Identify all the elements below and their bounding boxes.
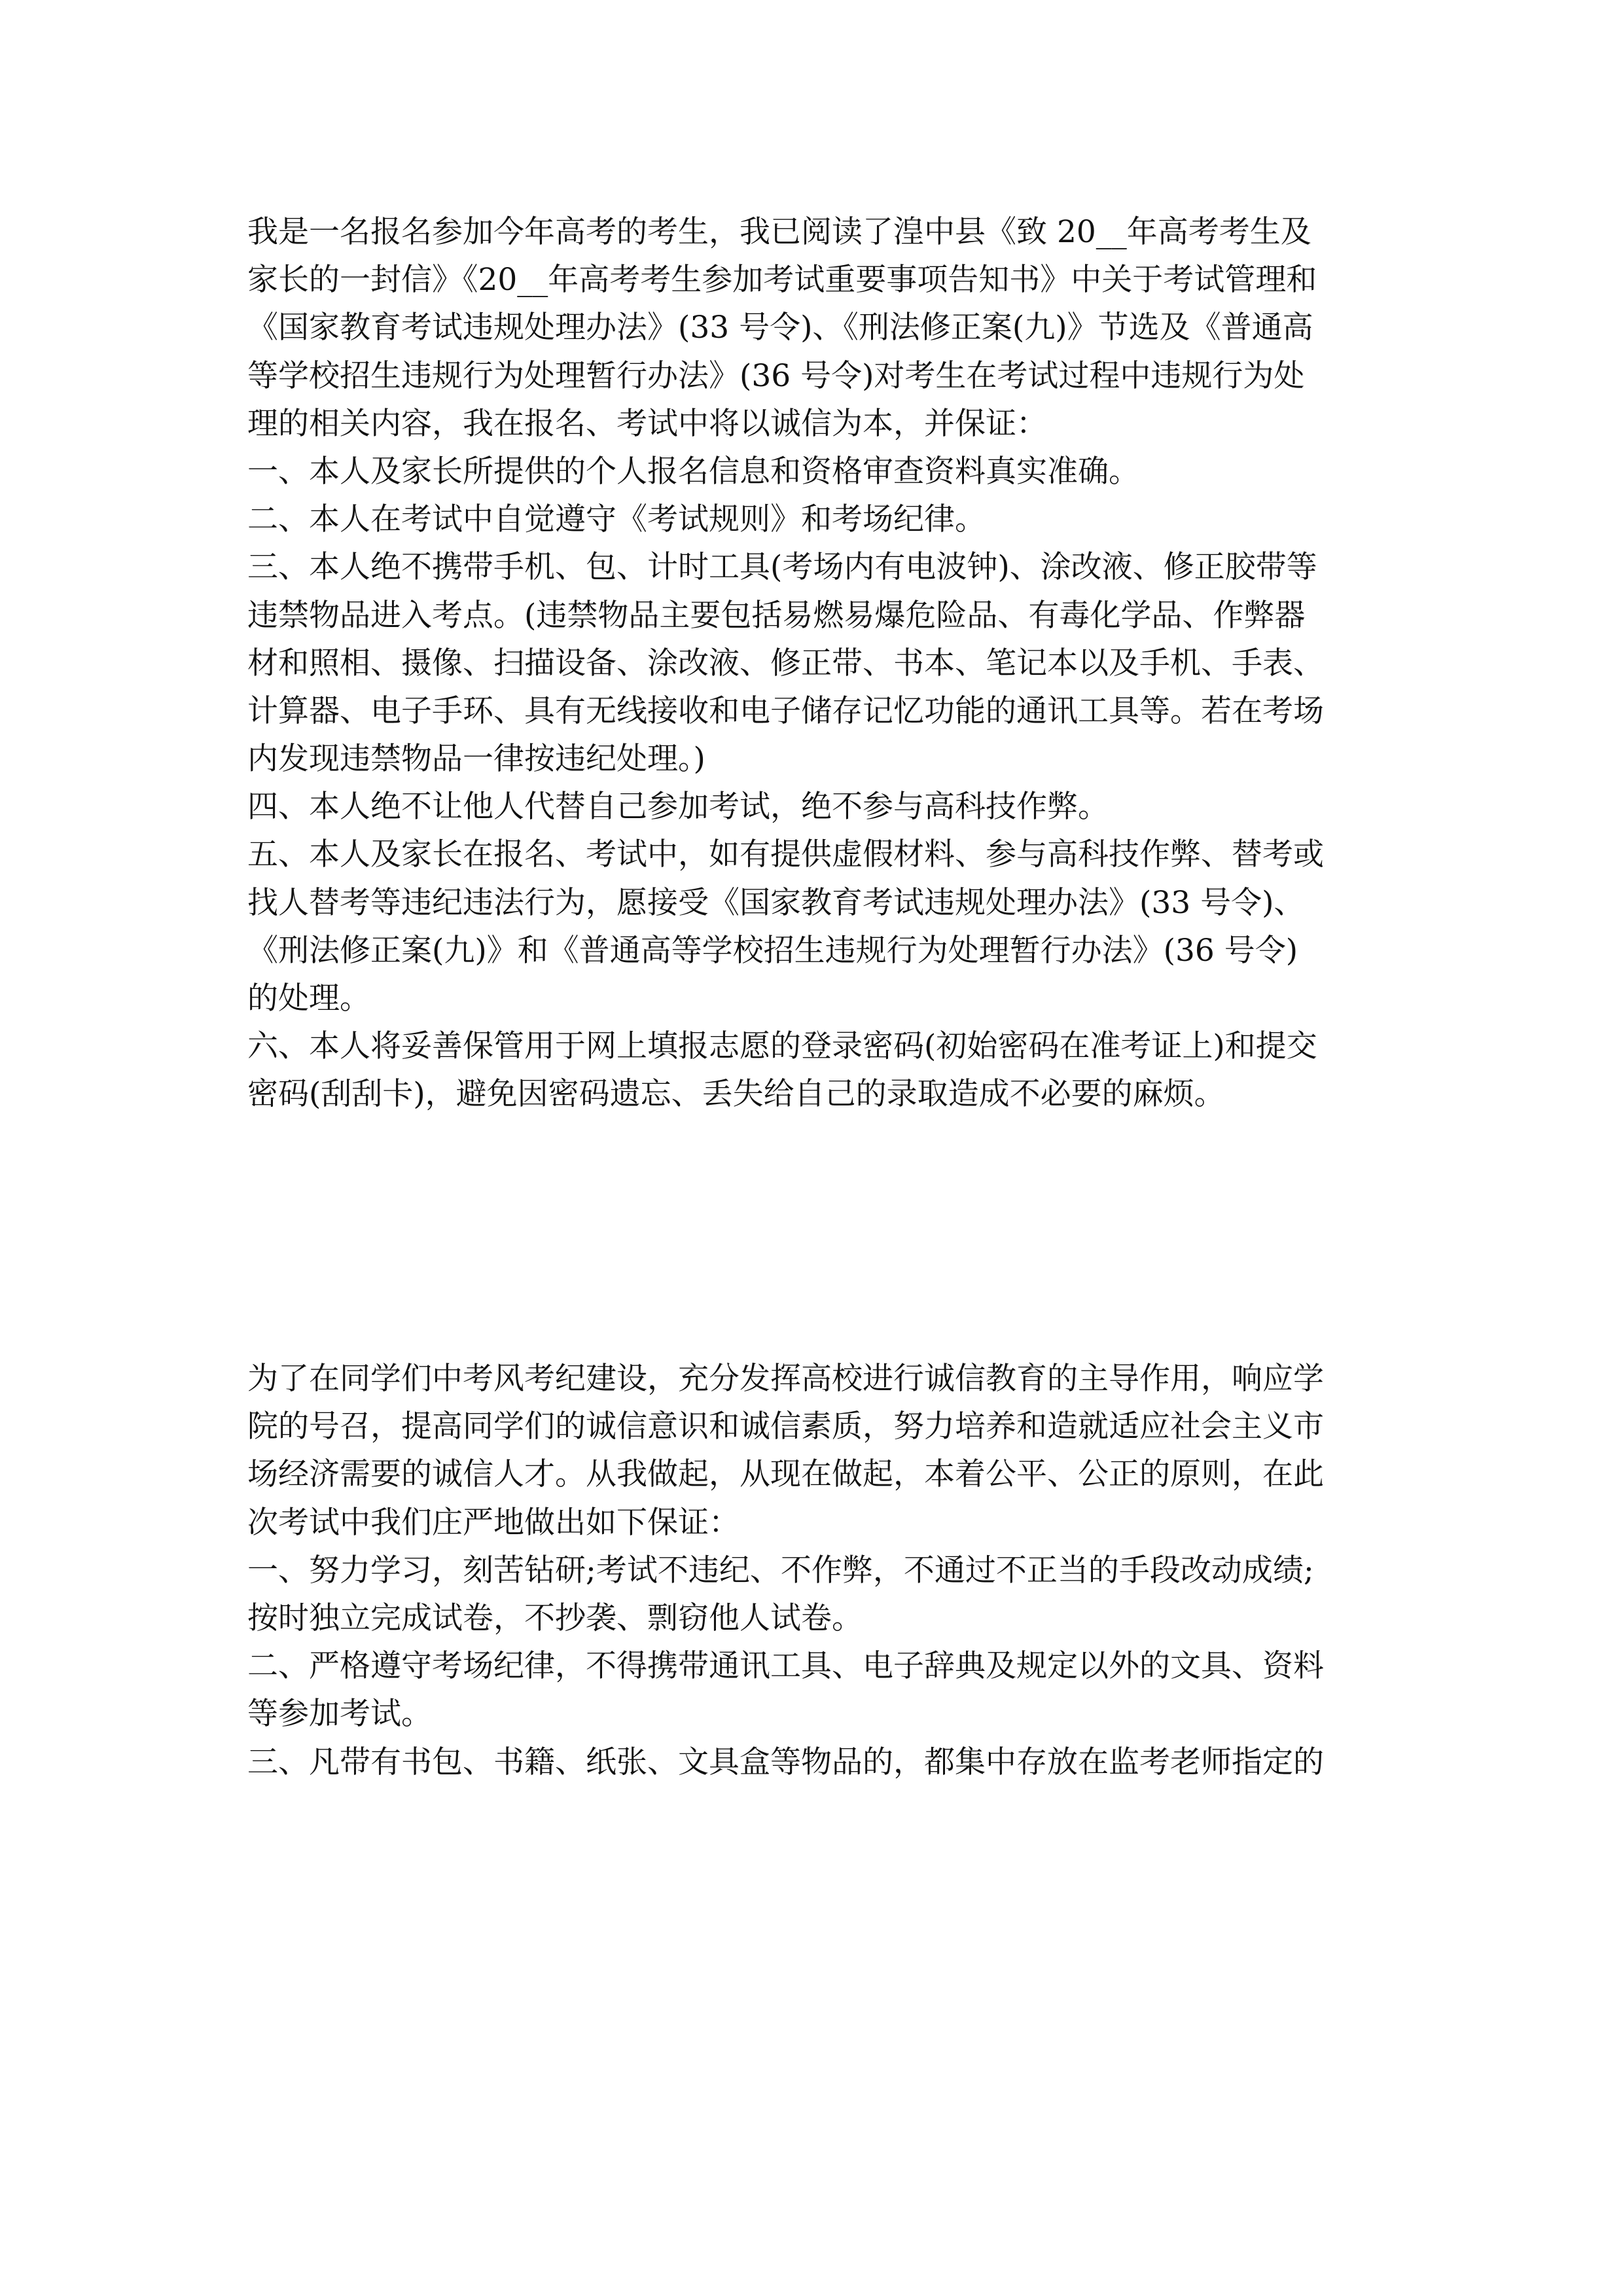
text-line: 计算器、电子手环、具有无线接收和电子储存记忆功能的通讯工具等。若在考场: [247, 692, 1324, 729]
exam-pledge-letter-2: [247, 1355, 1399, 1786]
text-line: 五、本人及家长在报名、考试中，如有提供虚假材料、参与高科技作弊、替考或: [247, 836, 1324, 873]
text-line: 一、本人及家长所提供的个人报名信息和资格审查资料真实准确。: [247, 453, 1139, 490]
text-line: 《国家教育考试违规处理办法》(33 号令)、《刑法修正案(九)》节选及《普通高: [247, 310, 1313, 346]
text-line: 家长的一封信》《20__年高考考生参加考试重要事项告知书》中关于考试管理和: [247, 262, 1317, 298]
text-line: 院的号召，提高同学们的诚信意识和诚信素质，努力培养和造就适应社会主义市: [247, 1408, 1324, 1445]
text-line: 等参加考试。: [247, 1696, 432, 1732]
text-line: 密码(刮刮卡)，避免因密码遗忘、丢失给自己的录取造成不必要的麻烦。: [247, 1076, 1225, 1113]
text-line: 为了在同学们中考风考纪建设，充分发挥高校进行诚信教育的主导作用，响应学: [247, 1361, 1324, 1397]
text-line: 的处理。: [247, 980, 370, 1016]
text-line: 《刑法修正案(九)》和《普通高等学校招生违规行为处理暂行办法》(36 号令): [247, 932, 1298, 969]
text-line: 找人替考等违纪违法行为，愿接受《国家教育考试违规处理办法》(33 号令)、: [247, 884, 1305, 921]
text-line: 违禁物品进入考点。(违禁物品主要包括易燃易爆危险品、有毒化学品、作弊器: [247, 597, 1306, 634]
text-line: 二、本人在考试中自觉遵守《考试规则》和考场纪律。: [247, 501, 986, 538]
text-line: 次考试中我们庄严地做出如下保证：: [247, 1504, 740, 1541]
text-line: 三、本人绝不携带手机、包、计时工具(考场内有电波钟)、涂改液、修正胶带等: [247, 549, 1317, 586]
text-line: 三、凡带有书包、书籍、纸张、文具盒等物品的，都集中存放在监考老师指定的: [247, 1744, 1324, 1780]
text-line: 场经济需要的诚信人才。从我做起，从现在做起，本着公平、公正的原则，在此: [247, 1456, 1324, 1493]
text-line: 一、努力学习，刻苦钻研;考试不违纪、不作弊，不通过不正当的手段改动成绩;: [247, 1552, 1314, 1588]
text-line: 理的相关内容，我在报名、考试中将以诚信为本，并保证：: [247, 405, 1047, 442]
text-line: 二、严格遵守考场纪律，不得携带通讯工具、电子辞典及规定以外的文具、资料: [247, 1648, 1324, 1685]
text-line: 四、本人绝不让他人代替自己参加考试，绝不参与高科技作弊。: [247, 789, 1109, 825]
exam-pledge-letter-1: [247, 208, 1399, 1119]
text-line: 按时独立完成试卷，不抄袭、剽窃他人试卷。: [247, 1600, 863, 1636]
text-line: 材和照相、摄像、扫描设备、涂改液、修正带、书本、笔记本以及手机、手表、: [247, 645, 1324, 681]
text-line: 我是一名报名参加今年高考的考生，我已阅读了湟中县《致 20__年高考考生及: [247, 214, 1311, 250]
text-line: 六、本人将妥善保管用于网上填报志愿的登录密码(初始密码在准考证上)和提交: [247, 1028, 1317, 1065]
text-line: 等学校招生违规行为处理暂行办法》(36 号令)对考生在考试过程中违规行为处: [247, 357, 1305, 394]
text-line: 内发现违禁物品一律按违纪处理。): [247, 741, 705, 778]
